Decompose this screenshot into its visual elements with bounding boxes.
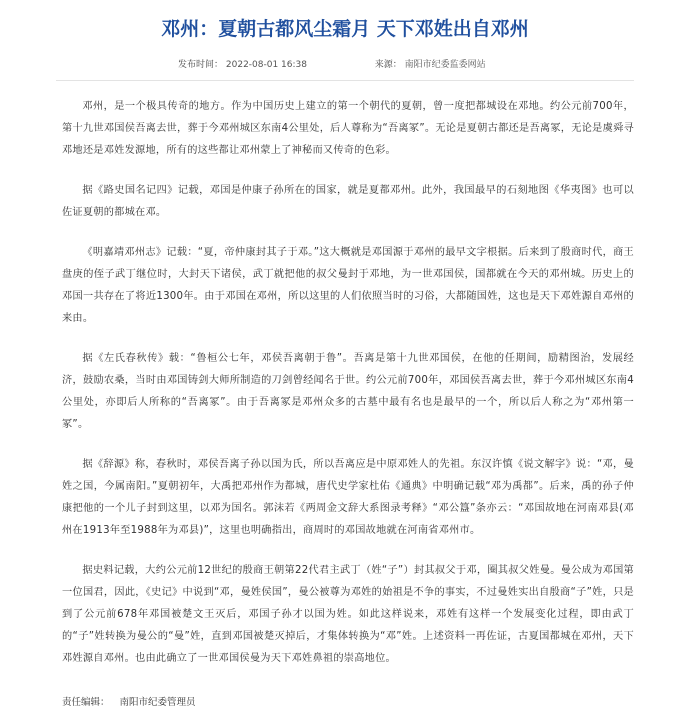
article-paragraph: 邓州，是一个极具传奇的地方。作为中国历史上建立的第一个朝代的夏朝，曾一度把都城设在邓地。约公元前700年，第十九世邓国侯吾离去世，葬于今邓州城区东南4公里处，后人尊称为“吾离冢”。无论是夏朝古都还是吾离冢，无论是虞舜寻邓地还是邓姓发源地，所有的这些都让邓州蒙上了神秘而又传奇的色彩。 <box>62 101 634 156</box>
article-title: 邓州：夏朝古都风尘霜月 天下邓姓出自邓州 <box>161 18 529 40</box>
article-meta <box>178 58 486 72</box>
responsible-editor <box>62 696 196 710</box>
source-label: 来源： <box>374 60 402 70</box>
title-divider <box>56 80 634 81</box>
publish-time: 2022-08-01 16:38 <box>225 60 307 70</box>
editor-name: 南阳市纪委管理员 <box>119 697 196 708</box>
publish-time-label: 发布时间： <box>178 60 224 70</box>
article-paragraph: 据《辞源》称，春秋时，邓侯吾离子孙以国为氏，所以吾离应是中原邓姓人的先祖。东汉许慎《说文解字》说：“邓，曼姓之国，今属南阳。”夏朝初年，大禹把邓州作为都城，唐代史学家杜佑《通典》中明确记载“邓为禹都”。后来，禹的孙子仲康把他的一个儿子封到这里，以邓为国名。郭沫若《两周金文辞大系图录考释》“邓公簋”条亦云：“邓国故地在河南邓县(邓州在1913年至1988年为邓县)”，这里也明确指出，商周时的邓国故地就在河南省邓州市。 <box>62 459 634 536</box>
article-paragraph: 据史料记载，大约公元前12世纪的殷商王朝第22代君主武丁（姓“子”）封其叔父于邓，圈其叔父姓曼。曼公成为邓国第一位国君，因此，《史记》中说到“邓，曼姓侯国”，曼公被尊为邓姓的始祖是不争的事实，不过曼姓实出自殷商“子”姓，只是到了公元前678年邓国被楚文王灭后，邓国子孙才以国为姓。如此这样说来，邓姓有这样一个发展变化过程，即由武丁的“子”姓转换为曼公的“曼”姓，直到邓国被楚灭掉后，才集体转换为“邓”姓。上述资料一再佐证，古夏国都城在邓州，天下邓姓源自邓州。也由此确立了一世邓国侯曼为天下邓姓鼻祖的崇高地位。 <box>62 565 634 664</box>
article-paragraph: 《明嘉靖邓州志》记载：“夏，帝仲康封其子于邓。”这大概就是邓国源于邓州的最早文字根据。后来到了殷商时代，商王盘庚的侄子武丁继位时，大封天下诸侯，武丁就把他的叔父曼封于邓地，为一世邓国侯，国都就在今天的邓州城。历史上的邓国一共存在了将近1300年。由于邓国在邓州，所以这里的人们依照当时的习俗，大都随国姓，这也是天下邓姓源自邓州的来由。 <box>62 247 634 324</box>
article-body <box>62 96 634 688</box>
article-paragraph: 据《路史国名记四》记载，邓国是仲康子孙所在的国家，就是夏都邓州。此外，我国最早的石刻地图《华夷图》也可以佐证夏朝的都城在邓。 <box>62 185 634 218</box>
editor-label: 责任编辑： <box>62 697 110 708</box>
article-paragraph: 据《左氏春秋传》载：“鲁桓公七年，邓侯吾离朝于鲁”。吾离是第十九世邓国侯，在他的任期间，励精图治，发展经济，鼓励农桑，当时由邓国铸剑大师所制造的刀剑曾经闻名于世。约公元前700年，邓国侯吾离去世，葬于今邓州城区东南4公里处，亦即后人所称的“吾离冢”。由于吾离冢是邓州众多的古墓中最有名也是最早的一个，所以后人称之为“邓州第一冢”。 <box>62 353 634 430</box>
source-name: 南阳市纪委监委网站 <box>404 60 486 70</box>
